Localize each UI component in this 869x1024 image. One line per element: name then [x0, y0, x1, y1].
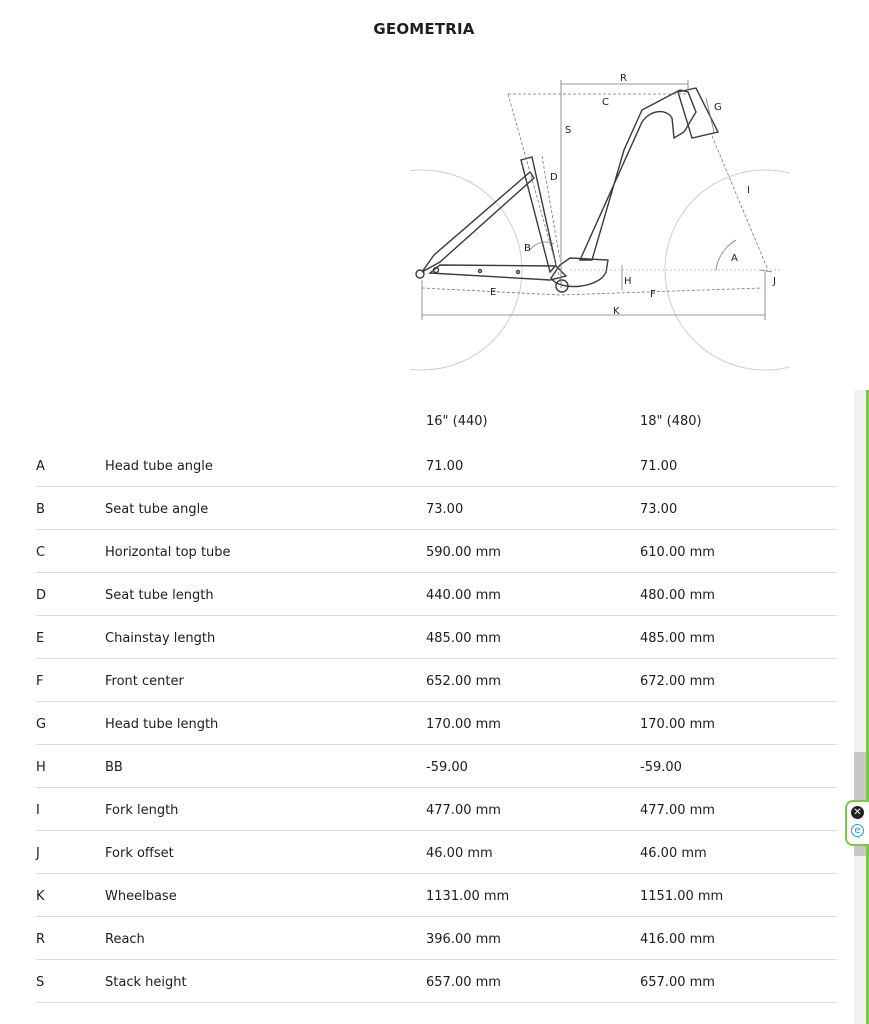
row-key: I — [36, 803, 40, 818]
table-row — [36, 702, 837, 745]
extension-e-icon[interactable]: e — [851, 824, 864, 837]
row-value-18: 1151.00 mm — [640, 889, 724, 904]
frame-outline — [416, 88, 718, 292]
row-value-18: 416.00 mm — [640, 932, 715, 947]
row-value-16: 485.00 mm — [426, 631, 501, 646]
row-name: Seat tube angle — [105, 502, 209, 517]
row-value-16: 440.00 mm — [426, 588, 501, 603]
row-name: Fork offset — [105, 846, 174, 861]
table-row — [36, 573, 837, 616]
dim-label-s: S — [565, 125, 572, 136]
column-header-size-18: 18" (480) — [640, 414, 702, 429]
row-key: A — [36, 459, 45, 474]
dim-label-b: B — [524, 243, 531, 254]
row-key: S — [36, 975, 45, 990]
dim-label-k: K — [613, 306, 620, 317]
dim-label-i: I — [747, 185, 750, 196]
row-name: Head tube angle — [105, 459, 213, 474]
row-key: J — [36, 846, 40, 861]
row-value-18: 672.00 mm — [640, 674, 715, 689]
row-key: C — [36, 545, 46, 560]
row-value-18: -59.00 — [640, 760, 682, 775]
row-name: Head tube length — [105, 717, 219, 732]
row-name: Wheelbase — [105, 889, 177, 904]
dim-label-f: F — [650, 289, 656, 300]
table-row — [36, 831, 837, 874]
dim-label-r: R — [620, 73, 627, 84]
dim-label-e: E — [490, 287, 497, 298]
row-value-16: 71.00 — [426, 459, 464, 474]
table-row — [36, 745, 837, 788]
row-key: F — [36, 674, 44, 689]
row-name: Fork length — [105, 803, 179, 818]
dim-label-j: J — [773, 276, 776, 287]
row-name: Chainstay length — [105, 631, 216, 646]
row-value-18: 71.00 — [640, 459, 678, 474]
table-row — [36, 960, 837, 1003]
row-value-16: 73.00 — [426, 502, 464, 517]
row-name: Seat tube length — [105, 588, 214, 603]
dim-label-d: D — [550, 172, 558, 183]
row-value-18: 73.00 — [640, 502, 678, 517]
column-header-size-16: 16" (440) — [426, 414, 488, 429]
row-value-16: 477.00 mm — [426, 803, 501, 818]
row-name: Front center — [105, 674, 184, 689]
row-key: K — [36, 889, 45, 904]
dim-label-g: G — [714, 102, 722, 113]
row-value-18: 657.00 mm — [640, 975, 715, 990]
row-value-18: 46.00 mm — [640, 846, 707, 861]
table-row — [36, 788, 837, 831]
row-key: E — [36, 631, 45, 646]
close-icon[interactable]: ✕ — [851, 806, 864, 819]
row-value-16: 652.00 mm — [426, 674, 501, 689]
row-value-18: 480.00 mm — [640, 588, 715, 603]
page-title: GEOMETRIA — [373, 20, 475, 38]
table-row — [36, 616, 837, 659]
dim-label-c: C — [602, 97, 609, 108]
row-value-16: 170.00 mm — [426, 717, 501, 732]
dim-label-h: H — [624, 276, 632, 287]
row-key: R — [36, 932, 46, 947]
table-row — [36, 917, 837, 960]
geometry-table — [36, 400, 837, 1003]
table-row — [36, 874, 837, 917]
dim-label-a: A — [731, 253, 738, 264]
row-key: H — [36, 760, 46, 775]
table-row — [36, 659, 837, 702]
row-value-16: 46.00 mm — [426, 846, 493, 861]
row-name: Horizontal top tube — [105, 545, 231, 560]
dimension-lines — [422, 80, 780, 320]
row-name: Stack height — [105, 975, 187, 990]
row-key: B — [36, 502, 45, 517]
bike-geometry-diagram — [410, 60, 790, 380]
table-row — [36, 487, 837, 530]
row-value-16: 1131.00 mm — [426, 889, 510, 904]
row-value-16: 657.00 mm — [426, 975, 501, 990]
table-row — [36, 530, 837, 573]
extension-widget[interactable] — [845, 800, 869, 846]
row-value-18: 485.00 mm — [640, 631, 715, 646]
row-value-18: 477.00 mm — [640, 803, 715, 818]
row-value-18: 170.00 mm — [640, 717, 715, 732]
row-value-16: -59.00 — [426, 760, 468, 775]
table-header — [36, 400, 837, 444]
row-key: D — [36, 588, 47, 603]
table-row — [36, 444, 837, 487]
row-value-16: 396.00 mm — [426, 932, 501, 947]
row-key: G — [36, 717, 47, 732]
row-value-18: 610.00 mm — [640, 545, 715, 560]
row-name: BB — [105, 760, 123, 775]
row-value-16: 590.00 mm — [426, 545, 501, 560]
row-name: Reach — [105, 932, 145, 947]
